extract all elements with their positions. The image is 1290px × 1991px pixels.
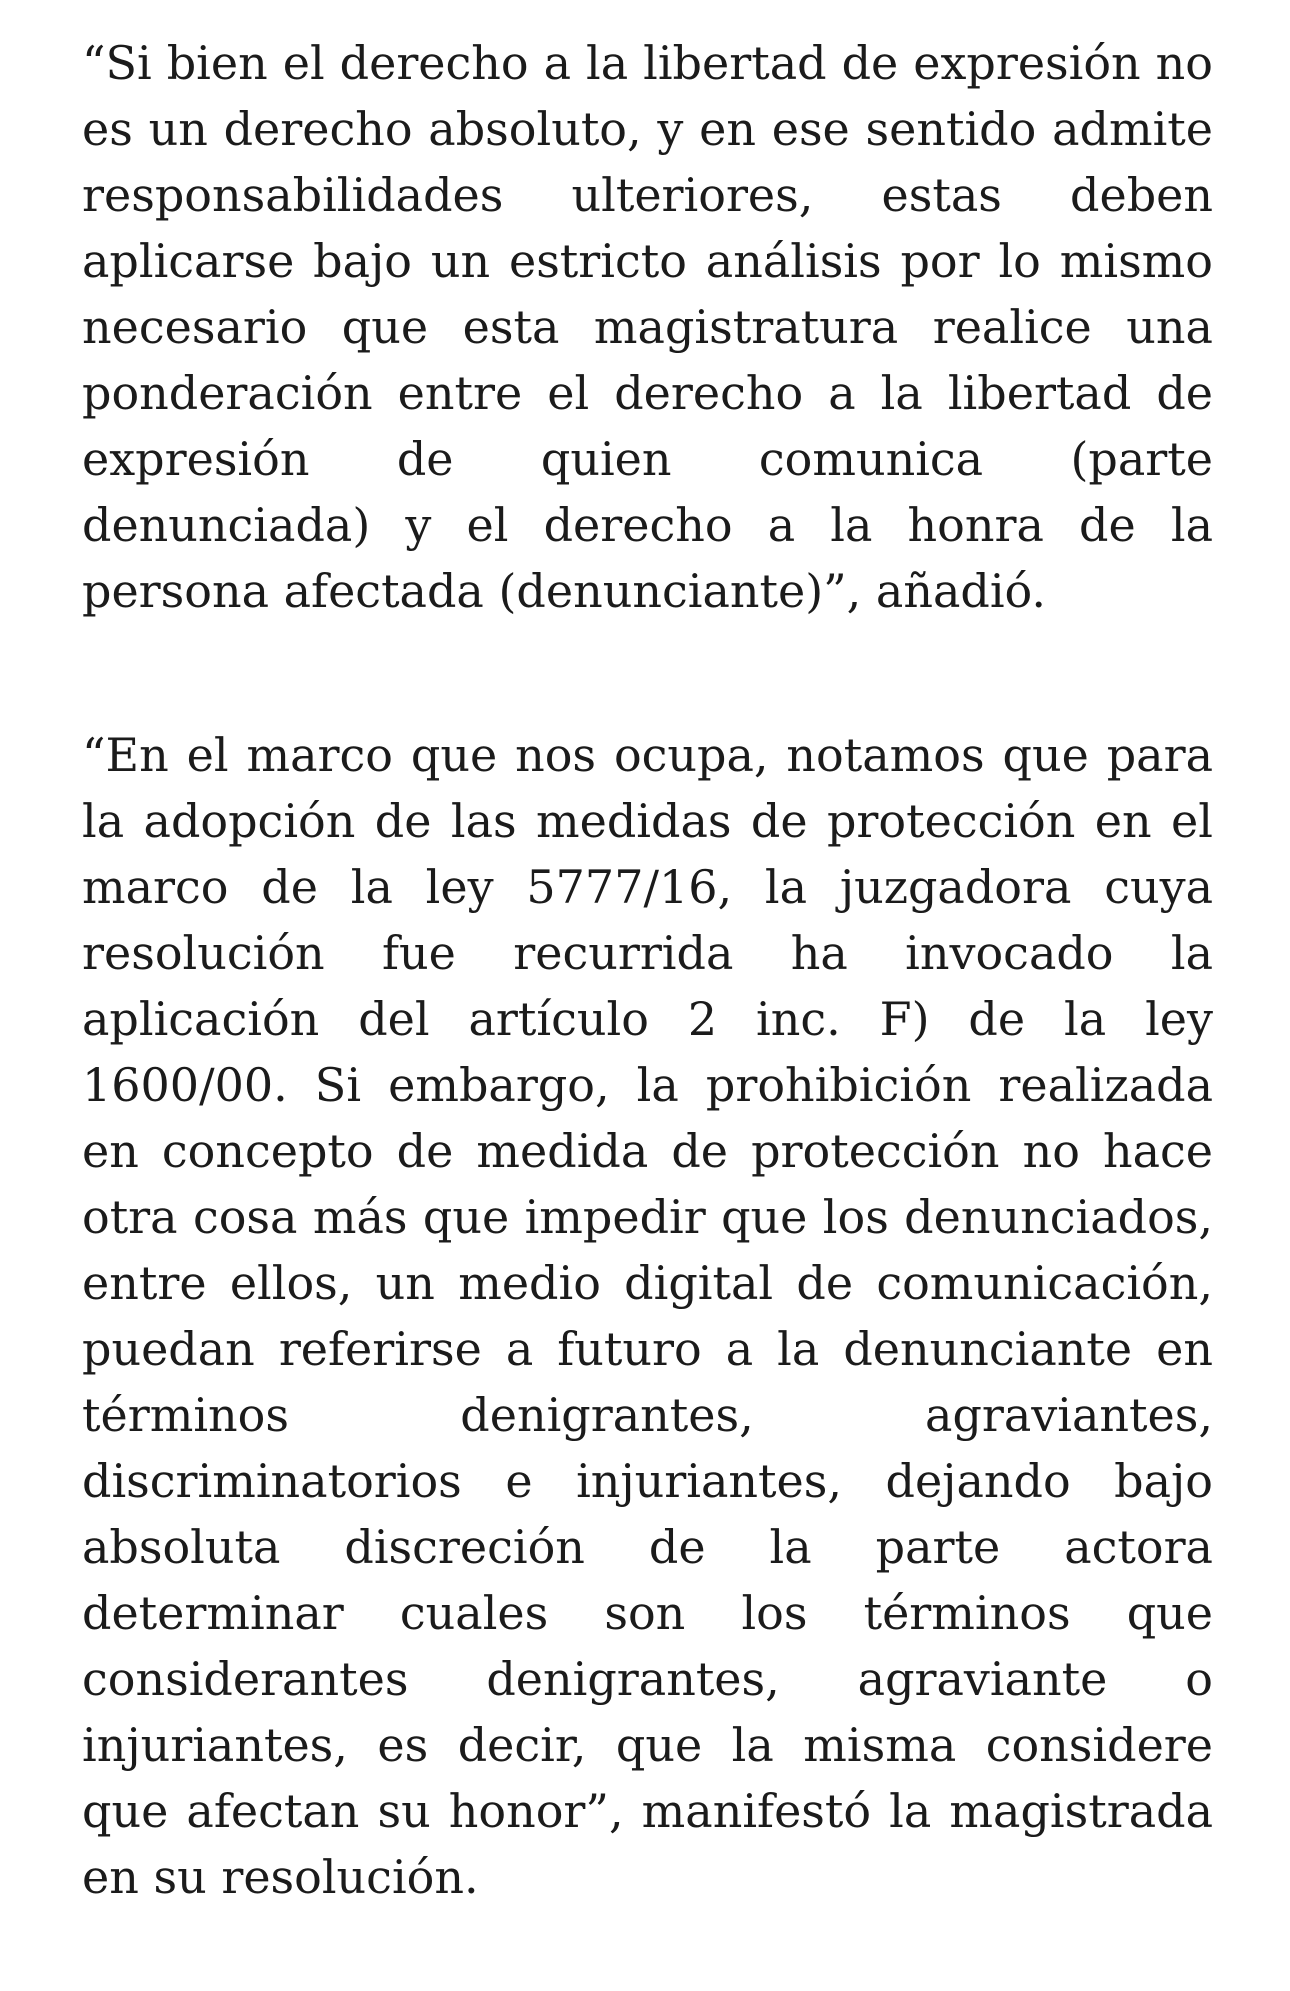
paragraph-quote-freedom-of-expression: “Si bien el derecho a la libertad de expresión no es un derecho absoluto, y en ese sentido admite responsabilidades ulteriores, estas deben aplicarse bajo un estricto análisis por lo mismo necesario que esta magistratura realice una ponderación entre el derecho a la libertad de expresión de quien comunica (parte denunciada) y el derecho a la honra de la persona afectada (denunciante)”, añadió. [82, 36, 1213, 618]
article-body [82, 30, 1213, 1910]
paragraph-quote-protection-measures: “En el marco que nos ocupa, notamos que para la adopción de las medidas de protección en el marco de la ley 5777/16, la juzgadora cuya resolución fue recurrida ha invocado la aplicación del artículo 2 inc. F) de la ley 1600/00. Si embargo, la prohibición realizada en concepto de medida de protección no hace otra cosa más que impedir que los denunciados, entre ellos, un medio digital de comunicación, puedan referirse a futuro a la denunciante en términos denigrantes, agraviantes, discriminatorios e injuriantes, dejando bajo absoluta discreción de la parte actora determinar cuales son los términos que considerantes denigrantes, agraviante o injuriantes, es decir, que la misma considere que afectan su honor”, manifestó la magistrada en su resolución. [82, 728, 1213, 1904]
